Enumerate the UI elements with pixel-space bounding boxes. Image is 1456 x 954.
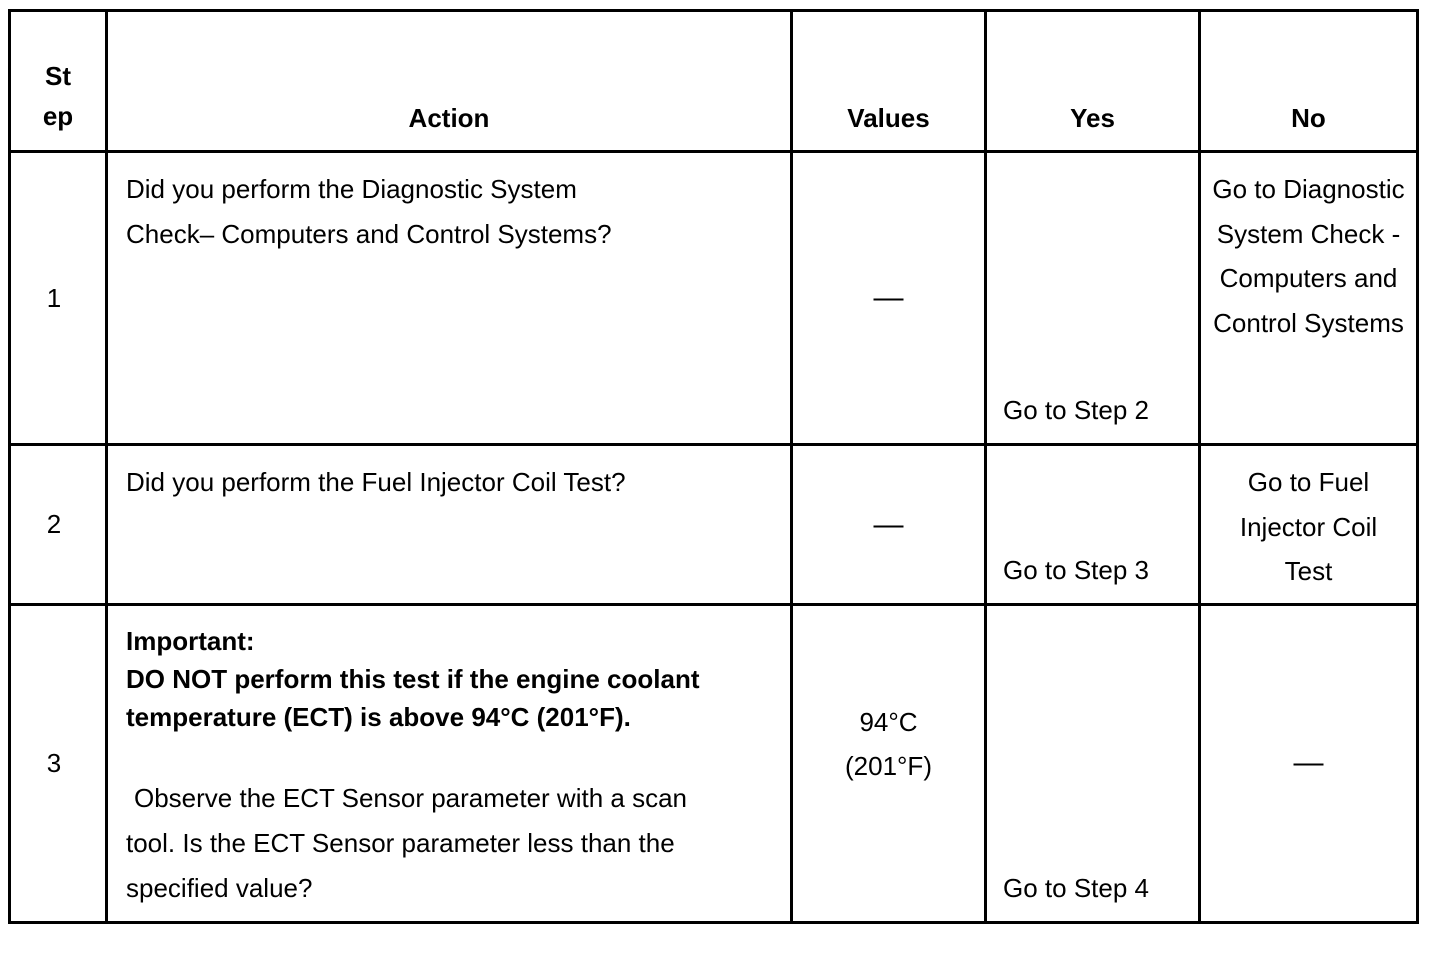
table-row	[10, 445, 1418, 605]
values-cell: 94°C (201°F)	[792, 605, 986, 923]
step-number: 2	[10, 445, 107, 605]
values-cell: —	[792, 445, 986, 605]
no-link[interactable]: Go to Diagnostic System Check - Computers and Control Systems	[1200, 152, 1418, 445]
table-row	[10, 605, 1418, 923]
header-row	[10, 11, 1418, 152]
step-number: 3	[10, 605, 107, 923]
action-instruction: Observe the ECT Sensor parameter with a scan tool. Is the ECT Sensor parameter less than the specified value?	[126, 783, 687, 903]
header-no: No	[1200, 11, 1418, 152]
action-text: Did you perform the Fuel Injector Coil Test?	[107, 445, 792, 605]
header-action: Action	[107, 11, 792, 152]
action-text	[107, 605, 792, 923]
header-step: St ep	[10, 11, 107, 152]
header-values: Values	[792, 11, 986, 152]
header-yes: Yes	[986, 11, 1200, 152]
step-number: 1	[10, 152, 107, 445]
important-label: Important:	[126, 626, 255, 656]
table-row	[10, 152, 1418, 445]
yes-link[interactable]: Go to Step 4	[986, 605, 1200, 923]
yes-link[interactable]: Go to Step 3	[986, 445, 1200, 605]
no-cell: —	[1200, 605, 1418, 923]
no-link[interactable]: Go to Fuel Injector Coil Test	[1200, 445, 1418, 605]
important-warning: DO NOT perform this test if the engine coolant temperature (ECT) is above 94°C (201°F).	[126, 664, 700, 732]
diagnostic-table	[8, 9, 1419, 924]
yes-link[interactable]: Go to Step 2	[986, 152, 1200, 445]
values-cell: —	[792, 152, 986, 445]
action-text: Did you perform the Diagnostic System Check– Computers and Control Systems?	[107, 152, 792, 445]
